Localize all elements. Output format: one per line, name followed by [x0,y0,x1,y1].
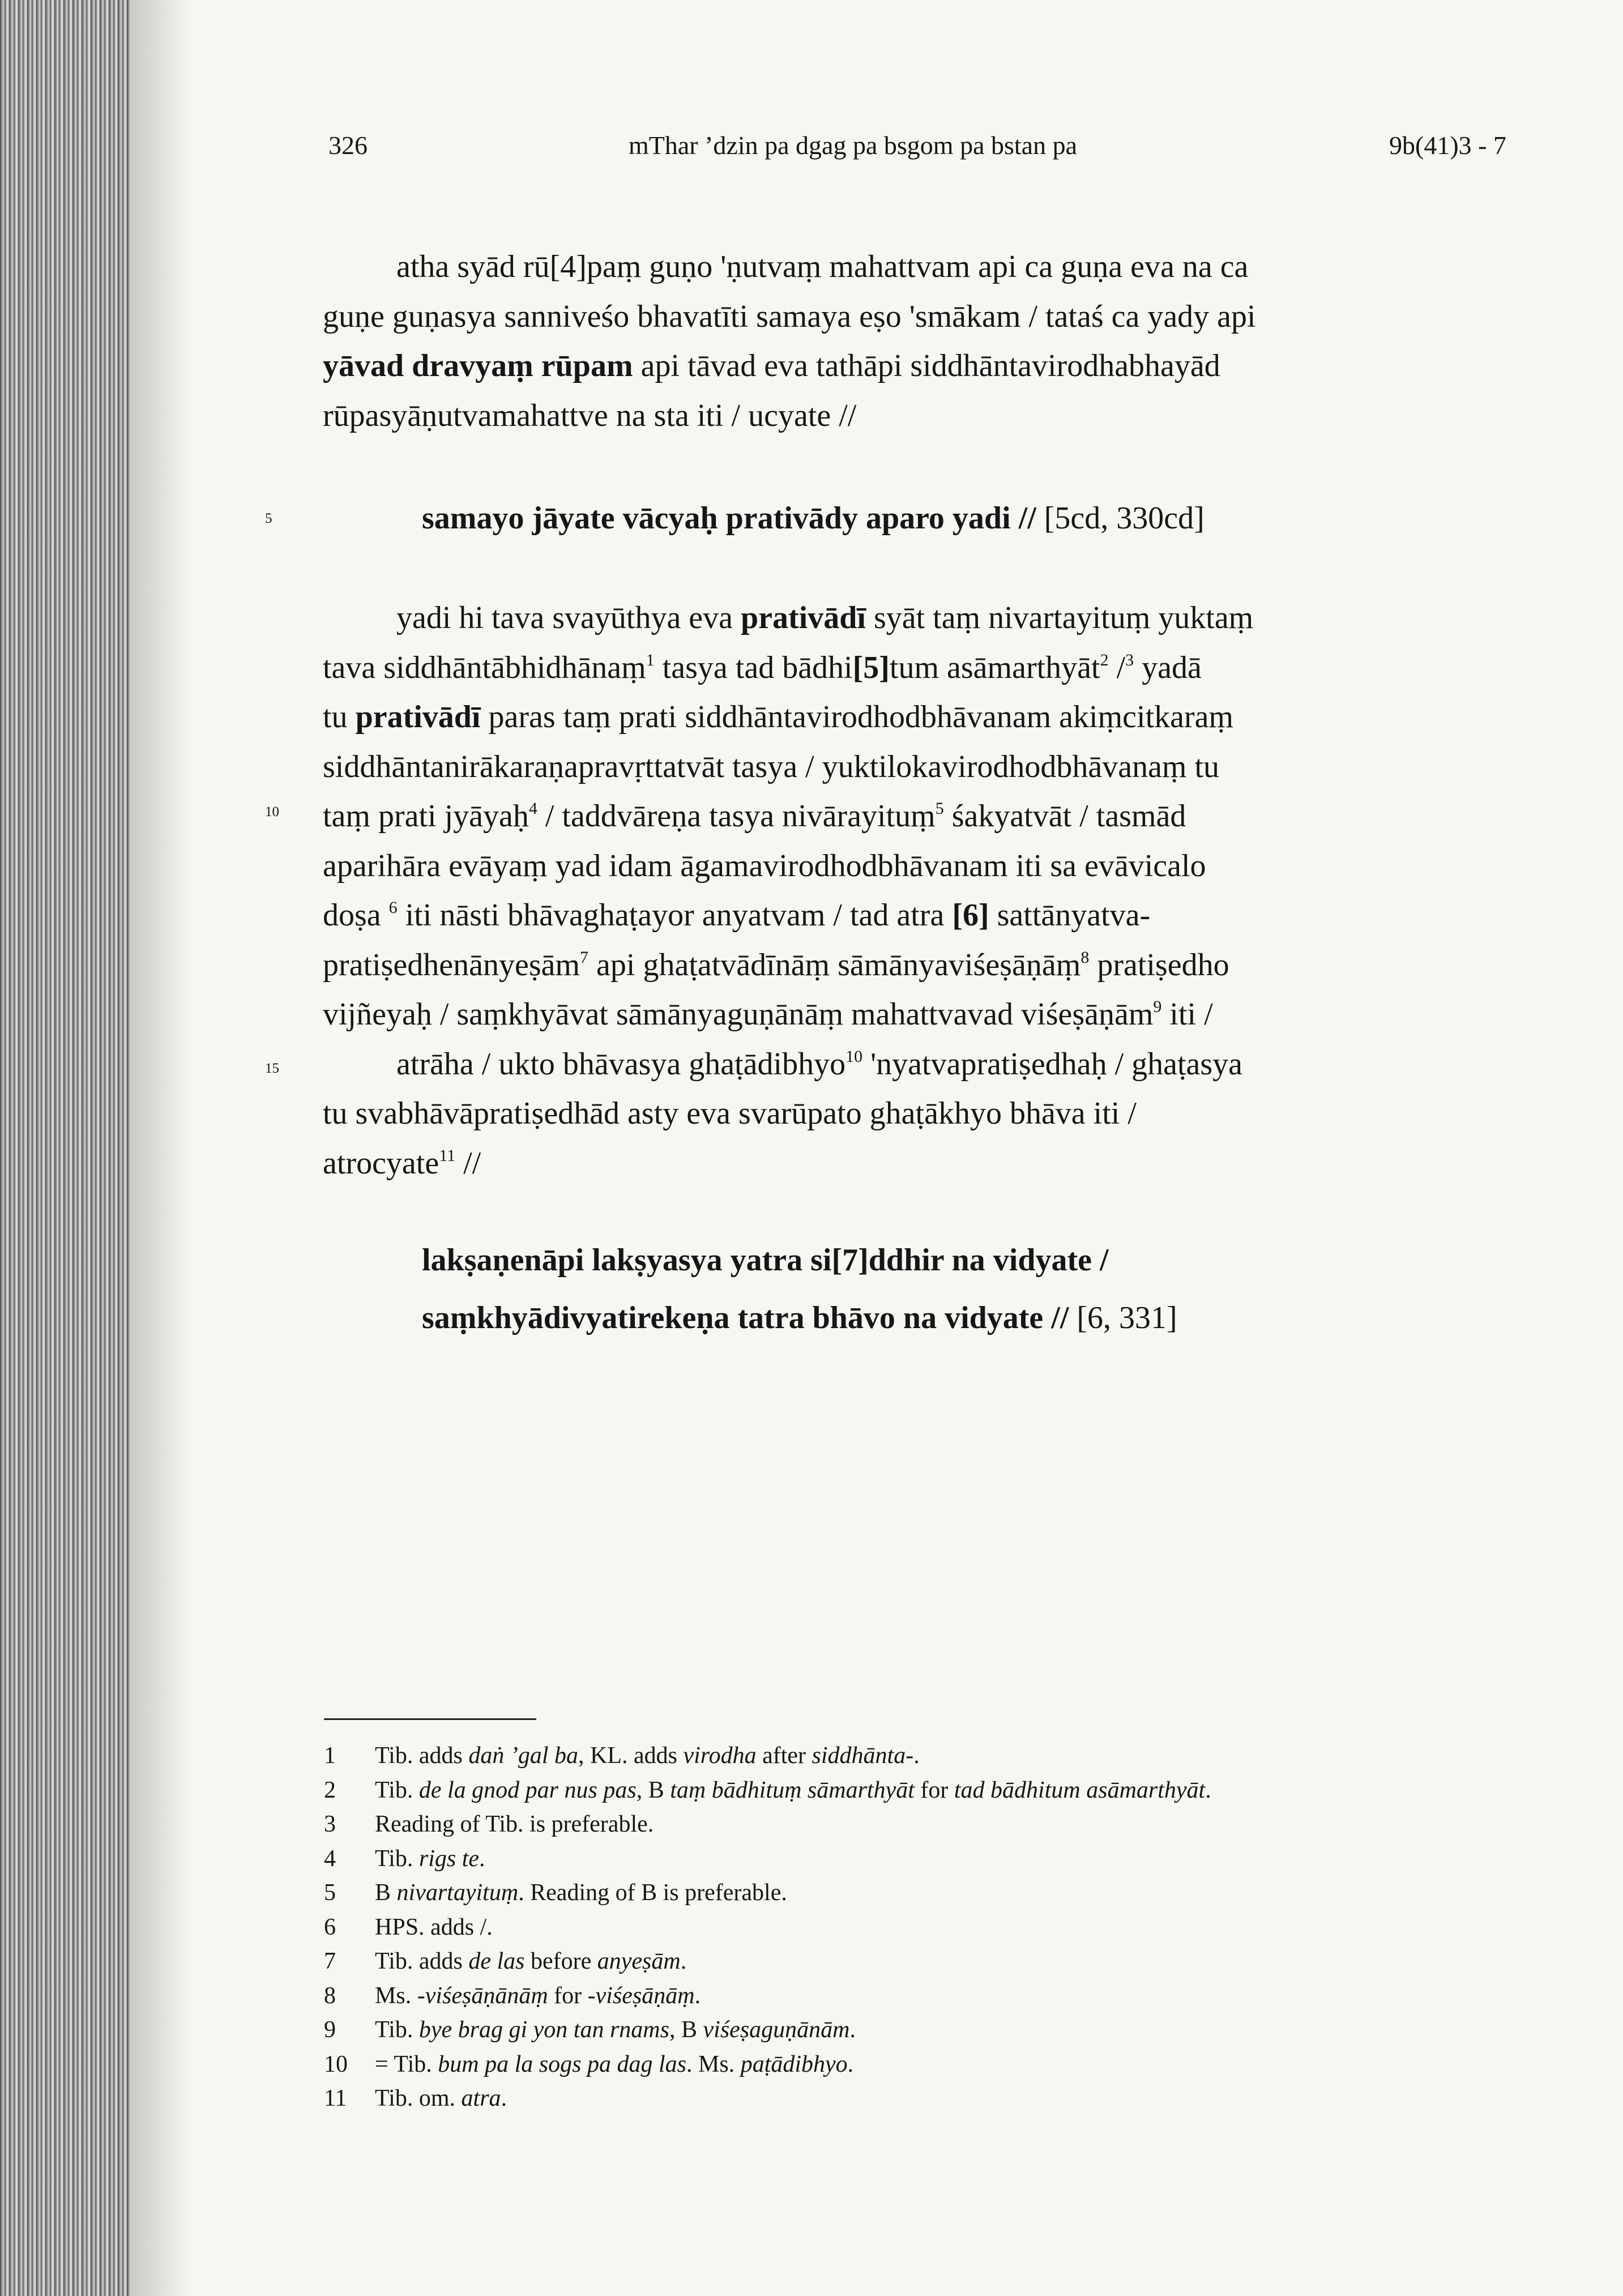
footnote-text: HPS. adds /. [375,1914,493,1940]
folio-reference: 9b(41)3 - 7 [1389,131,1506,160]
text-line: yadi hi tava svayūthya eva prativādī syāt taṃ nivartayituṃ yuktaṃ [396,600,1254,635]
paragraph-1 [323,242,1506,441]
footnote-text: Tib. adds daṅ ’gal ba, KL. adds virodha after siddhānta-. [375,1743,920,1769]
text-line: tava siddhāntābhidhānaṃ$^1$ tasya tad bādhi[5]tum asāmarthyāt$^2$ /$^3$ yadā [323,650,1202,685]
footnote-number: 8 [324,1982,336,2009]
footnote-divider [324,1718,536,1720]
footnote-ref: 1 [646,650,655,669]
verse-text: samayo jāyate vācyaḥ prativādy aparo yadi // [422,501,1036,536]
text-line: aparihāra evāyaṃ yad idam āgamavirodhodbhāvanam iti sa evāvicalo [323,848,1206,884]
footnote-text: Tib. de la gnod par nus pas, B taṃ bādhituṃ sāmarthyāt for tad bādhitum asāmarthyāt. [375,1777,1211,1803]
footnote-ref: 2 [1100,650,1109,669]
text-line: atrāha / ukto bhāvasya ghaṭādibhyo$^{10}$ 'nyatvapratiṣedhaḥ / ghaṭasya [396,1046,1243,1082]
text-line: pratiṣedhenānyeṣām$^7$ api ghaṭatvādīnāṃ sāmānyaviśeṣāṇāṃ$^8$ pratiṣedho [323,947,1229,983]
verse-line [422,1289,1177,1347]
verse-reference: [5cd, 330cd] [1036,501,1205,536]
footnote-ref: 7 [580,948,589,967]
footnote-item [324,2047,1513,2082]
footnote-ref: 6 [388,898,398,917]
verse-text: saṃkhyādivyatirekeṇa tatra bhāvo na vidyate // [422,1300,1069,1335]
footnote-text: Tib. adds de las before anyeṣām. [375,1948,687,1974]
text-line: taṃ prati jyāyaḥ$^4$ / taddvāreṇa tasya nivārayituṃ$^5$ śakyatvāt / tasmād [323,799,1186,834]
text-line: tu prativādī paras taṃ prati siddhāntavirodhodbhāvanam akiṃcitkaraṃ [323,699,1234,735]
line-number-10: 10 [265,804,279,820]
footnote-number: 1 [324,1743,336,1769]
footnote-item [324,1910,1513,1945]
text-line: siddhāntanirākaraṇapravṛttatvāt tasya / yuktilokavirodhodbhāvanaṃ tu [323,749,1220,784]
footnote-ref: 5 [935,799,944,818]
paragraph-2 [323,594,1506,1188]
verse-text: lakṣaṇenāpi lakṣyasya yatra si[7]ddhir na vidyate / [422,1243,1109,1278]
footnote-number: 7 [324,1948,336,1974]
footnote-text: Tib. om. atra. [375,2085,507,2111]
verse-6 [422,1231,1177,1347]
footnote-number: 6 [324,1914,336,1940]
verse-reference: [6, 331] [1069,1300,1177,1335]
footnote-text: Ms. -viśeṣāṇānāṃ for -viśeṣāṇāṃ. [375,1982,701,2009]
footnote-item [324,1876,1513,1910]
text-line: yāvad dravyaṃ rūpam api tāvad eva tathāpi siddhāntavirodhabhayād [323,348,1220,383]
verse-line [422,1231,1177,1289]
footnote-item [324,1979,1513,2013]
text-line: guṇe guṇasya sanniveśo bhavatīti samaya eṣo 'smākam / tataś ca yady api [323,298,1256,334]
text-line: atrocyate$^{11}$ // [323,1145,481,1181]
footnote-text: Reading of Tib. is preferable. [375,1811,654,1837]
text-line: atha syād rū[4]paṃ guṇo 'ṇutvaṃ mahattvam api ca guṇa eva na ca [396,249,1249,284]
verse-line [422,489,1205,547]
footnote-item [324,1842,1513,1876]
footnote-item [324,1807,1513,1842]
footnote-ref: 4 [528,799,537,818]
footnote-text: Tib. rigs te. [375,1845,485,1872]
bold-keyword: yāvad dravyaṃ rūpam [323,348,633,383]
footnote-item [324,1773,1513,1808]
text-line: tu svabhāvāpratiṣedhād asty eva svarūpato ghaṭākhyo bhāva iti / [323,1096,1137,1131]
footnote-number: 10 [324,2051,348,2077]
footnote-number: 2 [324,1777,336,1803]
footnote-item [324,1944,1513,1979]
footnote-number: 5 [324,1880,336,1906]
line-number-5: 5 [265,511,272,526]
book-binding-edge [0,0,130,2296]
running-header [328,130,1506,176]
footnote-ref: 11 [439,1146,456,1165]
footnote-number: 9 [324,2017,336,2043]
footnote-ref: 8 [1080,948,1090,967]
footnote-item [324,2081,1513,2116]
footnote-ref: 9 [1153,997,1162,1016]
running-title: mThar ’dzin pa dgag pa bsgom pa bstan pa [629,131,1077,160]
verse-5cd [422,489,1205,547]
footnote-number: 3 [324,1811,336,1837]
footnote-ref: 3 [1125,650,1134,669]
page-number: 326 [328,131,368,160]
footnote-item [324,2013,1513,2047]
footnote-number: 11 [324,2085,347,2111]
line-number-15: 15 [265,1061,279,1076]
footnotes-list [324,1739,1513,2116]
footnote-item [324,1739,1513,1773]
footnote-number: 4 [324,1845,336,1872]
text-line: doṣa $^6$ iti nāsti bhāvaghaṭayor anyatvam / tad atra [6] sattānyatva- [323,898,1151,933]
footnote-text: Tib. bye brag gi yon tan rnams, B viśeṣaguṇānām. [375,2017,856,2043]
text-line: rūpasyāṇutvamahattve na sta iti / ucyate // [323,398,857,433]
footnote-text: = Tib. bum pa la sogs pa dag las. Ms. paṭādibhyo. [375,2051,854,2077]
text-line: vijñeyaḥ / saṃkhyāvat sāmānyaguṇānāṃ mahattvavad viśeṣāṇām$^9$ iti / [323,997,1213,1032]
binding-shadow [130,0,193,2296]
footnote-text: B nivartayituṃ. Reading of B is preferable. [375,1880,787,1906]
footnote-ref: 10 [845,1047,863,1066]
